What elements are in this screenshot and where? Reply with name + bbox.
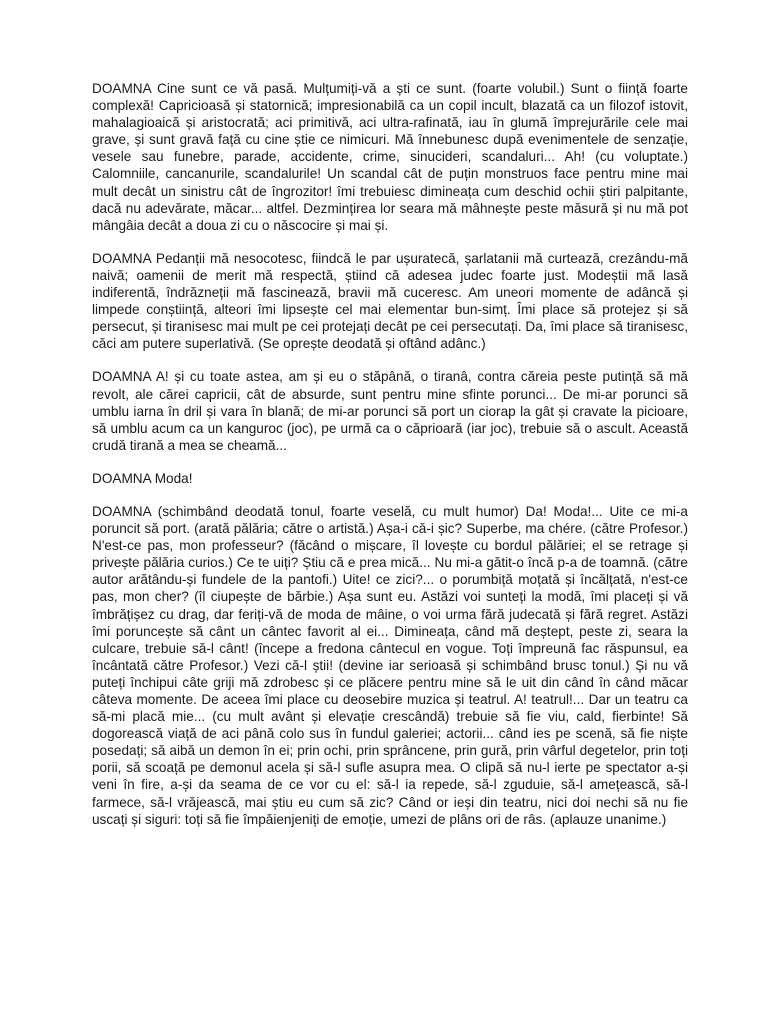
paragraph-1: DOAMNA Cine sunt ce vă pasă. Mulțumiți-vă a ști ce sunt. (foarte volubil.) Sunt o ființă foarte complexă! Capricioasă și statornică; impresionabilă ca un copil incult, blazată ca un filozof istovit, mahalagioaică și aristocrată; aci primitivă, aci ultra-rafinată, iau în glumă împrejurările cele mai grave, și sunt gravă față cu cine știe ce nimicuri. Mă înnebunesc după evenimentele de senzație, vesele sau funebre, parade, accidente, crime, sinucideri, scandaluri... Ah! (cu voluptate.) Calomniile, cancanurile, scandalurile! Un scandal cât de puțin monstruos face pentru mine mai mult decât un sinistru cât de îngrozitor! îmi trebuiesc dimineața cum deschid ochii știri palpitante, dacă nu adevărate, măcar... altfel. Dezmințirea lor seara mă mâhnește peste măsură și nu mă pot mângâia decât a doua zi cu o născocire și mai și. (92, 81, 688, 233)
document-page (92, 80, 688, 828)
paragraph-2: DOAMNA Pedanții mă nesocotesc, fiindcă le par ușuratecă, șarlatanii mă curtează, crezându-mă naivă; oamenii de merit mă respectă, știind că adesea judec foarte just. Modeștii mă lasă indiferentă, îndrăzneții mă fascinează, bravii mă cuceresc. Am uneori momente de adâncă și limpede conștiință, alteori îmi lipsește cel mai elementar bun-simț. Îmi place să protejez și să persecut, și tiranisesc mai mult pe cei protejați decât pe cei persecutați. Da, îmi place să tiranisesc, căci am putere superlativă. (Se oprește deodată și oftând adânc.) (92, 250, 688, 352)
paragraph-4: DOAMNA Moda! (92, 470, 193, 486)
paragraph-3: DOAMNA A! și cu toate astea, am și eu o stăpână, o tiranâ, contra căreia peste putință să mă revolt, ale cărei capricii, cât de absurde, sunt pentru mine sfinte porunci... De mi-ar porunci să umblu iarna în dril și vara în blană; de mi-ar porunci să port un ciorap la gât și cravate la picioare, să umblu acum ca un kanguroc (joc), pe urmă ca o căprioară (iar joc), trebuie să o ascult. Această crudă tirană a mea se cheamă... (92, 369, 688, 453)
paragraph-5: DOAMNA (schimbând deodată tonul, foarte veselă, cu mult humor) Da! Moda!... Uite ce mi-a poruncit să port. (arată pălăria; către o artistă.) Așa-i că-i șic? Superbe, ma chére. (către Profesor.) N'est-ce pas, mon professeur? (făcând o mișcare, îl lovește cu bordul pălăriei; el se retrage și privește pălăria curios.) Ce te uiți? Știu că e prea mică... Nu mi-a gătit-o încă p-a de toamnă. (către autor arătându-și fundele de la pantofi.) Uite! ce zici?... o porumbiță moțată și încălțată, n'est-ce pas, mon cher? (îl ciupește de bărbie.) Așa sunt eu. Astăzi voi sunteți la modă, îmi placeți și vă îmbrățișez cu drag, dar feriți-vă de moda de mâine, o voi urma fără judecată și fără regret. Astăzi îmi poruncește să cânt un cântec favorit al ei... Dimineața, când mă deștept, peste zi, seara la culcare, trebuie să-l cânt! (începe a fredona cântecul en vogue. Toți împreună fac răspunsul, ea încântată către Profesor.) Vezi că-l știi! (devine iar serioasă și schimbând brusc tonul.) Și nu vă puteți închipui câte griji mă zdrobesc și ce plăcere pentru mine să le uit din când în când măcar câteva momente. De aceea îmi place cu deosebire muzica și teatrul. A! teatrul!... Dar un teatru ca să-mi placă mie... (cu mult avânt și elevație crescândă) trebuie să fie viu, cald, fierbinte! Să dogorească viață de aci până colo sus în fundul galeriei; actorii... când ies pe scenă, să fie niște posedați; să aibă un demon în ei; prin ochi, prin sprâncene, prin gură, prin vârful degetelor, prin toți porii, să scoață pe demonul acela și să-l sufle asupra mea. O clipă să nu-l ierte pe spectator a-și veni în fire, a-și da seama de ce vor cu el: să-l ia repede, să-l zguduie, să-l amețească, să-l farmece, să-l vrăjească, mai știu eu cum să zic? Când or ieși din teatru, nici doi nechi să nu fie uscați și siguri: toți să fie împăienjeniți de emoție, umezi de plâns ori de râs. (aplauze unanime.) (92, 503, 688, 827)
